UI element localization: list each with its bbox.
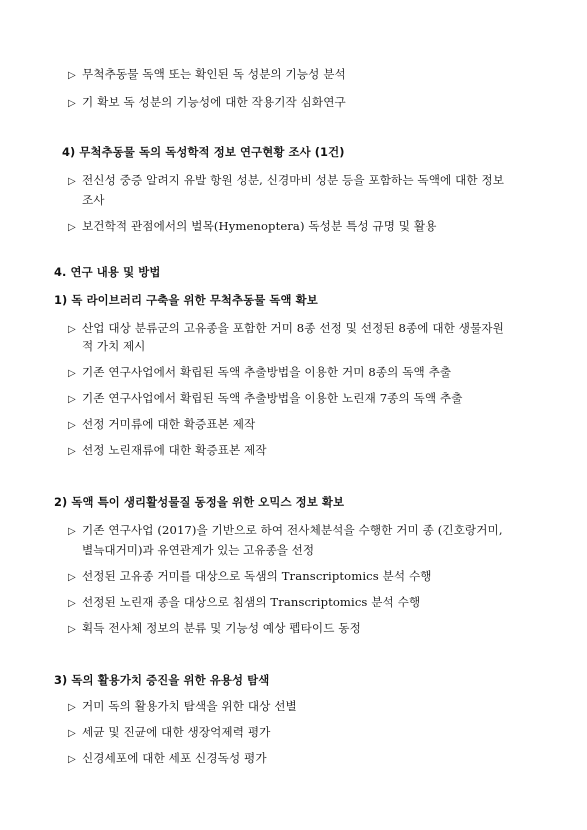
list-item	[68, 66, 346, 84]
list-item-text: 거미 독의 활용가치 탐색을 위한 대상 선별	[82, 699, 297, 713]
list-item-text: 획득 전사체 정보의 분류 및 기능성 예상 펩타이드 동정	[82, 621, 361, 635]
list-item	[68, 94, 346, 112]
list-item-text: 선정된 고유종 거미를 대상으로 독샘의 Transcriptomics 분석 수행	[82, 569, 432, 583]
list-item-text: 무척추동물 독액 또는 확인된 독 성분의 기능성 분석	[82, 67, 346, 81]
list-item	[68, 750, 267, 768]
section-heading: 4) 무척추동물 독의 독성학적 정보 연구현황 조사 (1건)	[62, 145, 345, 159]
list-item-text: 산업 대상 분류군의 고유종을 포함한 거미 8종 선정 및 선정된 8종에 대한 생물자원	[82, 321, 504, 335]
list-item-text: 선정 거미류에 대한 확증표본 제작	[82, 417, 256, 431]
triangle-bullet-icon: ▷	[68, 368, 76, 379]
triangle-bullet-icon: ▷	[68, 324, 76, 335]
list-item-text: 선정된 노린재 종을 대상으로 침샘의 Transcriptomics 분석 수행	[82, 595, 421, 609]
list-item-continuation: 별늑대거미)과 유연관계가 있는 고유종을 선정	[82, 543, 315, 557]
list-item	[68, 698, 297, 716]
list-item-text: 기존 연구사업에서 확립된 독액 추출방법을 이용한 거미 8종의 독액 추출	[82, 365, 452, 379]
list-item-text: 전신성 중증 알려지 유발 항원 성분, 신경마비 성분 등을 포함하는 독액에 대한 정보	[82, 173, 505, 187]
list-item	[68, 568, 432, 586]
triangle-bullet-icon: ▷	[68, 98, 76, 109]
triangle-bullet-icon: ▷	[68, 394, 76, 405]
chapter-heading: 4. 연구 내용 및 방법	[54, 265, 161, 279]
list-item-text: 기존 연구사업 (2017)을 기반으로 하여 전사체분석을 수행한 거미 종 (긴호랑거미,	[82, 523, 503, 537]
list-item	[68, 390, 463, 408]
triangle-bullet-icon: ▷	[68, 420, 76, 431]
list-item-text: 기 확보 독 성분의 기능성에 대한 작용기작 심화연구	[82, 95, 346, 109]
triangle-bullet-icon: ▷	[68, 598, 76, 609]
triangle-bullet-icon: ▷	[68, 702, 76, 713]
subsection-heading: 3) 독의 활용가치 증진을 위한 유용성 탐색	[54, 673, 270, 687]
triangle-bullet-icon: ▷	[68, 754, 76, 765]
subsection-heading: 2) 독액 특이 생리활성물질 동정을 위한 오믹스 정보 확보	[54, 495, 345, 509]
list-item-text: 보건학적 관점에서의 벌목(Hymenoptera) 독성분 특성 규명 및 활용	[82, 219, 437, 233]
list-item	[68, 320, 504, 338]
triangle-bullet-icon: ▷	[68, 222, 76, 233]
list-item	[68, 364, 451, 382]
list-item	[68, 416, 255, 434]
list-item	[68, 442, 267, 460]
triangle-bullet-icon: ▷	[68, 728, 76, 739]
list-item-text: 기존 연구사업에서 확립된 독액 추출방법을 이용한 노린재 7종의 독액 추출	[82, 391, 463, 405]
list-item	[68, 620, 361, 638]
list-item	[68, 522, 503, 540]
triangle-bullet-icon: ▷	[68, 526, 76, 537]
list-item-text: 세균 및 진균에 대한 생장억제력 평가	[82, 725, 271, 739]
triangle-bullet-icon: ▷	[68, 70, 76, 81]
triangle-bullet-icon: ▷	[68, 446, 76, 457]
list-item-text: 신경세포에 대한 세포 신경독성 평가	[82, 751, 267, 765]
triangle-bullet-icon: ▷	[68, 624, 76, 635]
list-item	[68, 594, 420, 612]
list-item	[68, 172, 504, 190]
list-item-text: 선정 노린재류에 대한 확증표본 제작	[82, 443, 267, 457]
list-item	[68, 218, 437, 236]
triangle-bullet-icon: ▷	[68, 176, 76, 187]
list-item	[68, 724, 270, 742]
list-item-continuation: 적 가치 제시	[82, 339, 146, 353]
list-item-continuation: 조사	[82, 193, 105, 207]
triangle-bullet-icon: ▷	[68, 572, 76, 583]
subsection-heading: 1) 독 라이브러리 구축을 위한 무척추동물 독액 확보	[54, 293, 318, 307]
